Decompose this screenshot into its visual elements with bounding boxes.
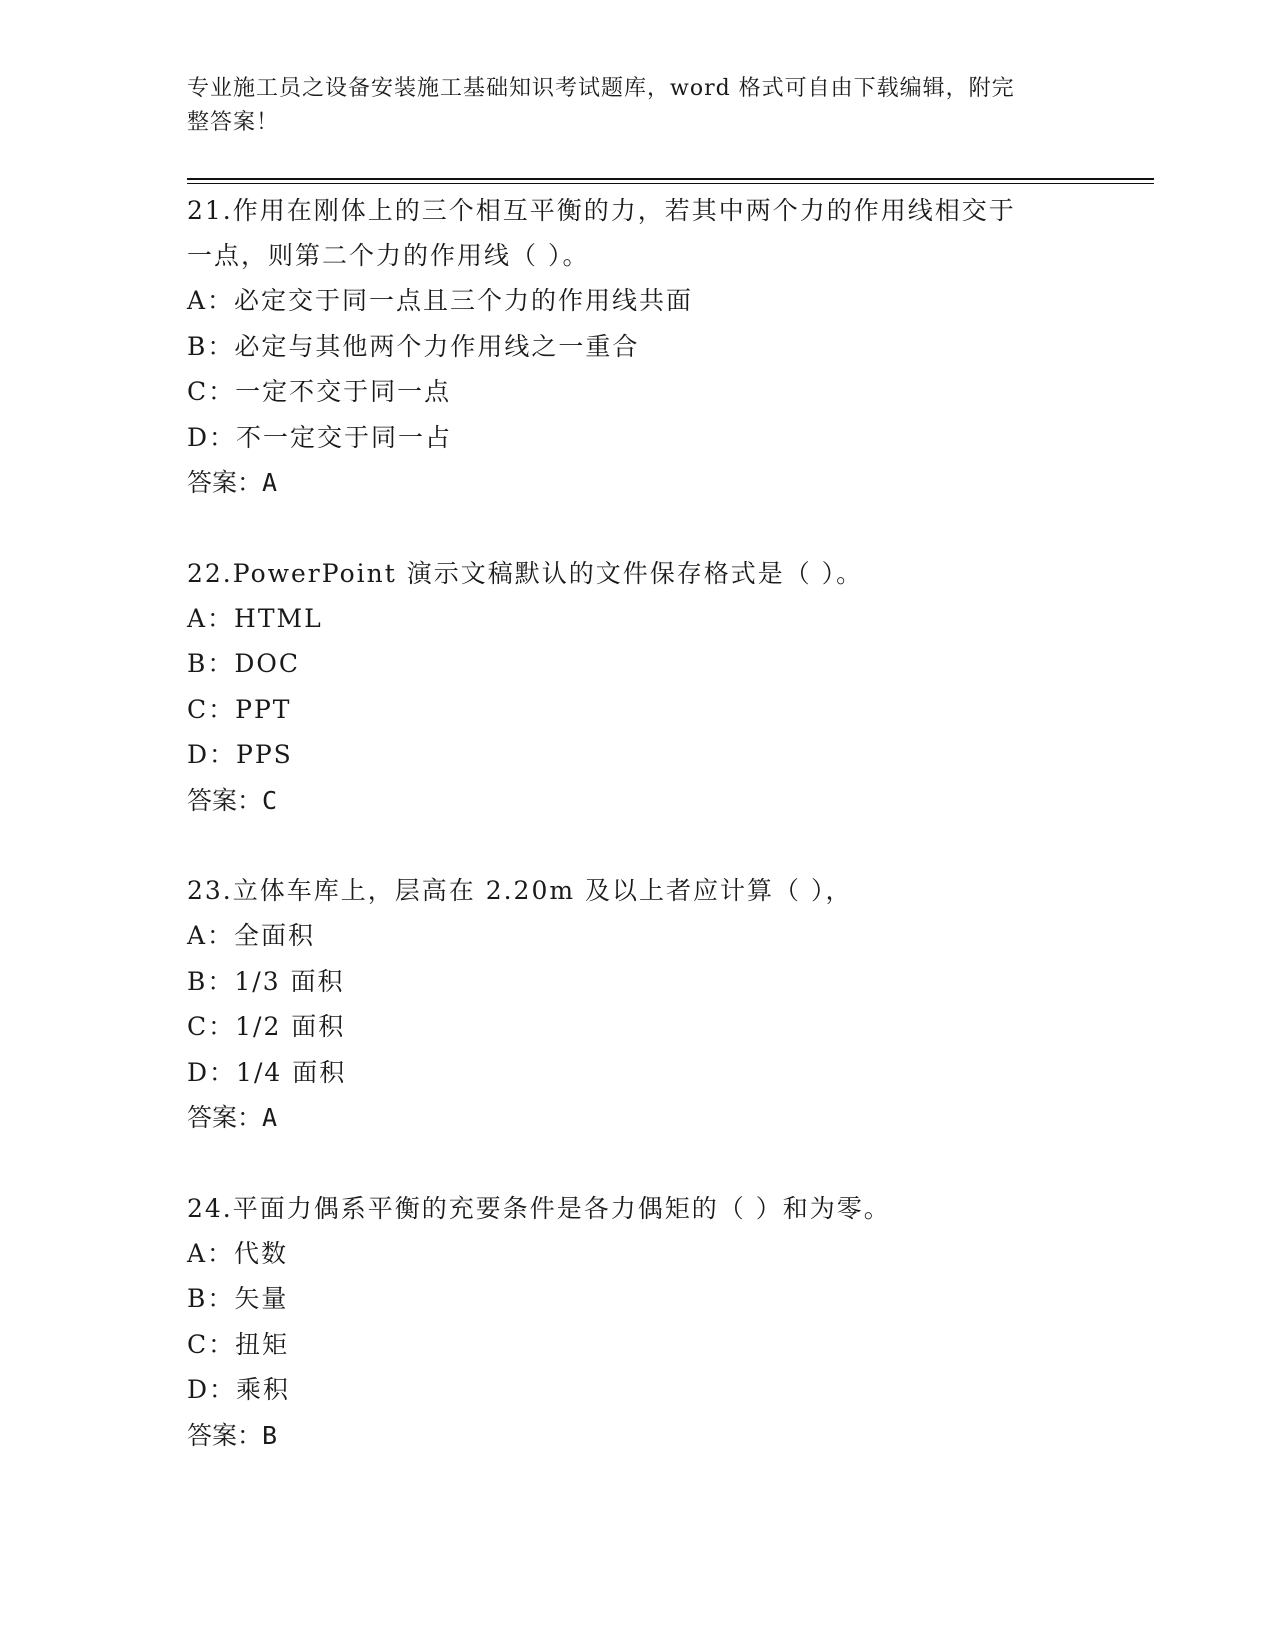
- option-a: A：代数: [187, 1238, 289, 1268]
- question-text-continued: 一点，则第二个力的作用线（ ）。: [187, 241, 590, 270]
- option-c: C：1/2 面积: [187, 1012, 346, 1041]
- option-a: A：必定交于同一点且三个力的作用线共面: [187, 286, 694, 315]
- option-d: D：乘积: [187, 1375, 291, 1404]
- option-c: C：一定不交于同一点: [187, 377, 452, 406]
- option-b: B：必定与其他两个力作用线之一重合: [187, 331, 640, 361]
- answer: 答案：A: [187, 1103, 278, 1132]
- question-22: [187, 551, 1087, 824]
- document-header: [187, 72, 1067, 140]
- answer: 答案：A: [187, 468, 278, 497]
- option-d: D：1/4 面积: [187, 1057, 347, 1087]
- option-d: D：PPS: [187, 740, 293, 769]
- option-b: B：矢量: [187, 1284, 289, 1313]
- option-a: A：全面积: [187, 921, 316, 950]
- option-a: A：HTML: [187, 603, 323, 633]
- header-intro-line-2: 整答案！: [187, 110, 280, 135]
- header-divider-thick: [187, 178, 1154, 180]
- option-b: B：DOC: [187, 649, 301, 678]
- question-21: [187, 188, 1087, 506]
- header-divider-thin: [187, 183, 1154, 184]
- header-intro-line-1: 专业施工员之设备安装施工基础知识考试题库，word 格式可自由下载编辑，附完: [187, 76, 1015, 101]
- option-d: D：不一定交于同一占: [187, 422, 453, 452]
- question-list: [187, 188, 1087, 1503]
- answer: 答案：C: [187, 785, 278, 815]
- question-text: 21.作用在刚体上的三个相互平衡的力，若其中两个力的作用线相交于: [187, 196, 1016, 225]
- question-text: 24.平面力偶系平衡的充要条件是各力偶矩的（ ）和为零。: [187, 1193, 891, 1223]
- question-23: [187, 868, 1087, 1141]
- answer: 答案：B: [187, 1420, 278, 1450]
- option-c: C：扭矩: [187, 1329, 290, 1359]
- option-b: B：1/3 面积: [187, 966, 345, 996]
- question-24: [187, 1186, 1087, 1459]
- option-c: C：PPT: [187, 694, 292, 724]
- question-text: 23.立体车库上，层高在 2.20m 及以上者应计算（ ），: [187, 876, 853, 905]
- question-text: 22.PowerPoint 演示文稿默认的文件保存格式是（ ）。: [187, 558, 864, 588]
